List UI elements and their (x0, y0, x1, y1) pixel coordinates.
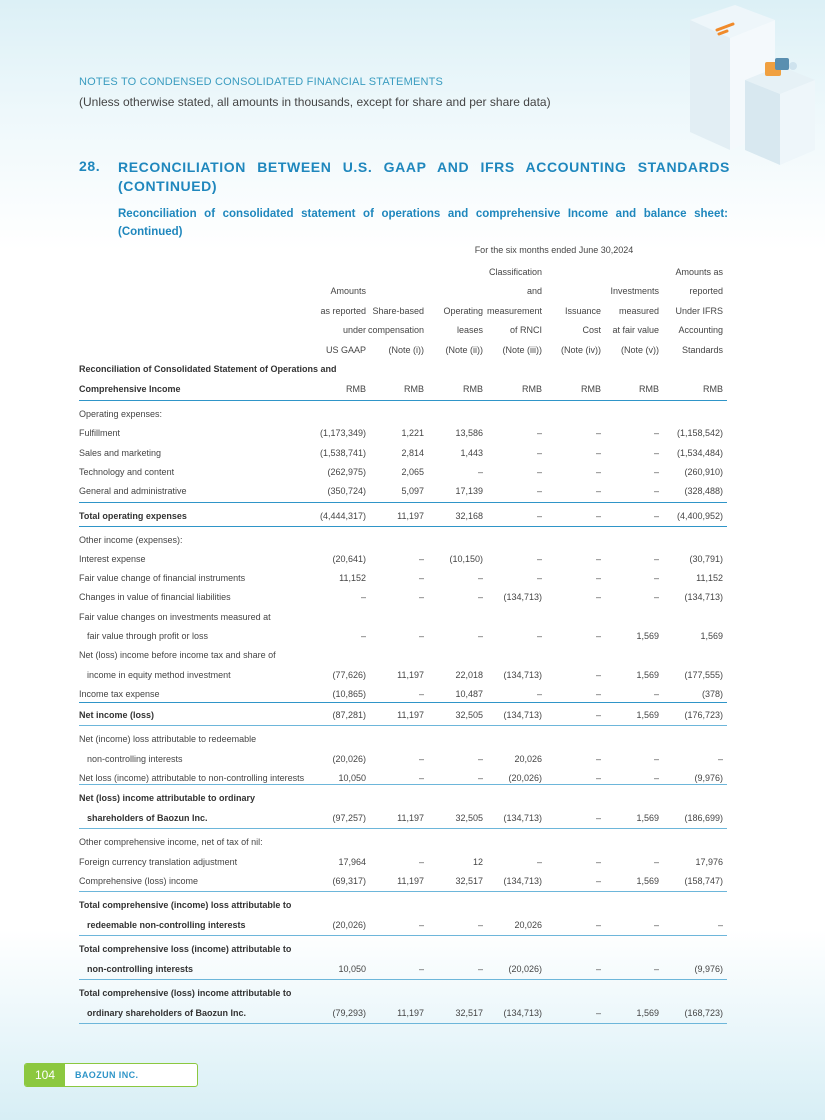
cell-value: – (717, 754, 723, 764)
cell-value: 32,168 (455, 511, 483, 521)
column-header-line: (Note (i)) (388, 344, 424, 355)
table-rule (79, 502, 727, 503)
table-row (79, 730, 727, 749)
row-label: redeemable non-controlling interests (87, 920, 246, 930)
table-row (79, 750, 727, 769)
cell-value: – (595, 631, 601, 641)
cell-value: (328,488) (684, 486, 723, 496)
cell-value: 32,517 (455, 876, 483, 886)
cell-value: 10,487 (455, 689, 483, 699)
column-header-line: measured (618, 305, 659, 316)
company-name: BAOZUN INC. (75, 1070, 139, 1080)
column-header-line: Operating (443, 305, 483, 316)
row-label: Total comprehensive (loss) income attributable to (79, 988, 292, 998)
cell-value: (378) (701, 689, 723, 699)
cell-value: – (477, 754, 483, 764)
column-header-line: as reported (320, 305, 366, 316)
cell-value: (1,538,741) (319, 448, 366, 458)
cell-value: – (477, 964, 483, 974)
cell-value: – (653, 964, 659, 974)
cell-value: 20,026 (514, 754, 542, 764)
section-subtitle: Reconciliation of consolidated statement of operations and comprehensive Income and balance sheet: (Continued) (118, 208, 728, 238)
cell-value: 1,443 (460, 448, 483, 458)
table-row (79, 608, 727, 627)
cell-value: (9,976) (694, 964, 723, 974)
cell-value: 11,152 (339, 573, 366, 583)
stub-heading-text: Comprehensive Income (79, 384, 181, 394)
table-row (79, 960, 727, 979)
section-title: RECONCILIATION BETWEEN U.S. GAAP AND IFRS ACCOUNTING STANDARDS (CONTINUED) (118, 159, 730, 194)
column-header-line: Share-based (372, 305, 424, 316)
row-label: Fair value change of financial instruments (79, 573, 246, 583)
table-row (79, 482, 727, 501)
cell-value: – (595, 511, 601, 521)
notes-header-subtitle: (Unless otherwise stated, all amounts in thousands, except for share and per share data) (79, 95, 551, 109)
table-row (79, 896, 727, 915)
cell-value: – (653, 448, 659, 458)
row-label: non-controlling interests (87, 754, 183, 764)
table-row (79, 569, 727, 588)
column-header-line: leases (456, 325, 483, 335)
table-row (79, 685, 727, 704)
cell-value: – (595, 467, 601, 477)
cell-value: – (595, 754, 601, 764)
row-label: Other comprehensive income, net of tax of nil: (79, 837, 263, 847)
cell-value: – (653, 467, 659, 477)
cell-value: 11,197 (397, 670, 424, 680)
column-currency-label: RMB (404, 384, 424, 394)
table-rule (79, 935, 727, 936)
cell-value: (20,026) (332, 920, 366, 930)
cell-value: (77,626) (332, 670, 366, 680)
stub-heading (79, 360, 727, 379)
column-header-line: of RNCI (509, 325, 542, 335)
column-header-line: Issuance (564, 305, 601, 316)
cell-value: – (536, 857, 542, 867)
table-row (79, 809, 727, 828)
cell-value: (4,400,952) (676, 511, 723, 521)
column-header-line: Under IFRS (675, 305, 723, 316)
table-row (79, 507, 727, 526)
cell-value: (134,713) (684, 592, 723, 602)
cell-value: 5,097 (401, 486, 424, 496)
cell-value: – (595, 554, 601, 564)
cell-value: (10,150) (449, 554, 483, 564)
table-row (79, 463, 727, 482)
row-label: Fair value changes on investments measured at (79, 612, 271, 622)
table-period-heading: For the six months ended June 30,2024 (474, 245, 634, 255)
table-row (79, 550, 727, 569)
cell-value: 1,569 (636, 710, 659, 720)
row-label: Fulfillment (79, 428, 121, 438)
table-row (79, 769, 727, 788)
column-header-line: (Note (ii)) (445, 344, 483, 355)
cell-value: – (653, 554, 659, 564)
cell-value: – (418, 920, 424, 930)
cell-value: – (595, 486, 601, 496)
cell-value: (20,026) (332, 754, 366, 764)
cell-value: (20,026) (508, 964, 542, 974)
cell-value: 13,586 (455, 428, 483, 438)
cell-value: 1,569 (700, 631, 723, 641)
cell-value: (168,723) (684, 1008, 723, 1018)
cell-value: – (536, 448, 542, 458)
cell-value: – (418, 754, 424, 764)
row-label: Operating expenses: (79, 409, 163, 419)
row-label: Net income (loss) (79, 710, 155, 720)
cell-value: 1,569 (636, 670, 659, 680)
cell-value: (134,713) (503, 813, 542, 823)
cell-value: – (595, 710, 601, 720)
cell-value: – (595, 448, 601, 458)
cell-value: 11,197 (397, 1008, 424, 1018)
stub-heading-text: Reconciliation of Consolidated Statement of Operations and (79, 364, 337, 374)
table-row (79, 444, 727, 463)
column-currency-label: RMB (346, 384, 366, 394)
table-row (79, 872, 727, 891)
column-header-line: Amounts as (675, 266, 723, 277)
cell-value: – (418, 689, 424, 699)
cell-value: (30,791) (689, 554, 723, 564)
cell-value: (10,865) (332, 689, 366, 699)
cell-value: – (536, 428, 542, 438)
row-label: Technology and content (79, 467, 175, 477)
decorative-cubes-illustration (675, 0, 825, 170)
table-row (79, 916, 727, 935)
cell-value: – (477, 592, 483, 602)
cell-value: 11,197 (397, 813, 424, 823)
cell-value: 20,026 (514, 920, 542, 930)
cell-value: (1,534,484) (676, 448, 723, 458)
table-row (79, 1004, 727, 1023)
table-row (79, 666, 727, 685)
table-row (79, 646, 727, 665)
column-currency-label: RMB (463, 384, 483, 394)
cell-value: (262,975) (327, 467, 366, 477)
cell-value: 11,197 (397, 710, 424, 720)
cell-value: – (595, 813, 601, 823)
cell-value: (176,723) (684, 710, 723, 720)
cell-value: (20,026) (508, 773, 542, 783)
cell-value: – (477, 467, 483, 477)
column-currency-label: RMB (639, 384, 659, 394)
row-label: Interest expense (79, 554, 146, 564)
cell-value: (9,976) (694, 773, 723, 783)
row-label: Sales and marketing (79, 448, 162, 458)
table-rule (79, 526, 727, 527)
cell-value: (177,555) (684, 670, 723, 680)
cell-value: (69,317) (332, 876, 366, 886)
column-header-line: compensation (367, 325, 424, 335)
cell-value: – (595, 573, 601, 583)
cell-value: 17,139 (455, 486, 483, 496)
cell-value: 10,050 (338, 964, 366, 974)
cell-value: – (653, 754, 659, 764)
row-label: General and administrative (79, 486, 187, 496)
cell-value: – (477, 920, 483, 930)
cell-value: (186,699) (684, 813, 723, 823)
column-header-line: US GAAP (325, 344, 366, 355)
column-header-line: (Note (v)) (621, 344, 659, 355)
cell-value: 2,814 (401, 448, 424, 458)
cell-value: 1,569 (636, 1008, 659, 1018)
column-header (594, 282, 659, 360)
cell-value: (134,713) (503, 670, 542, 680)
cell-value: – (418, 857, 424, 867)
cell-value: – (536, 467, 542, 477)
cell-value: – (653, 486, 659, 496)
cell-value: (4,444,317) (319, 511, 366, 521)
column-header (354, 302, 424, 361)
cell-value: – (653, 511, 659, 521)
notes-header-title: NOTES TO CONDENSED CONSOLIDATED FINANCIAL STATEMENTS (79, 76, 444, 88)
cell-value: – (536, 689, 542, 699)
cell-value: 17,976 (695, 857, 723, 867)
cell-value: – (360, 631, 366, 641)
table-row (79, 424, 727, 443)
cell-value: – (595, 592, 601, 602)
row-label: Comprehensive (loss) income (79, 876, 199, 886)
section-number: 28. (79, 158, 101, 174)
cell-value: 17,964 (338, 857, 366, 867)
cell-value: – (595, 876, 601, 886)
row-label: Net (income) loss attributable to redeemable (79, 734, 257, 744)
cell-value: (350,724) (327, 486, 366, 496)
stub-heading (79, 380, 727, 399)
column-header (472, 263, 542, 361)
row-label: Other income (expenses): (79, 535, 183, 545)
cell-value: – (536, 486, 542, 496)
cell-value: (134,713) (503, 1008, 542, 1018)
cell-value: 32,505 (455, 813, 483, 823)
column-currency-label: RMB (703, 384, 723, 394)
row-label: Total comprehensive (income) loss attributable to (79, 900, 292, 910)
cell-value: – (536, 631, 542, 641)
header-rule (79, 400, 727, 401)
table-row (79, 833, 727, 852)
column-header-line: at fair value (612, 325, 659, 335)
table-row (79, 405, 727, 424)
cell-value: – (717, 920, 723, 930)
cell-value: 32,505 (455, 710, 483, 720)
cell-value: 32,517 (455, 1008, 483, 1018)
cell-value: – (653, 773, 659, 783)
table-row (79, 706, 727, 725)
cell-value: – (653, 573, 659, 583)
column-header-line: (Note (iii)) (502, 344, 542, 355)
table-row (79, 588, 727, 607)
cell-value: – (477, 573, 483, 583)
cell-value: – (418, 554, 424, 564)
cell-value: 11,152 (696, 573, 723, 583)
column-header-line: Investments (610, 286, 659, 296)
page-number: 104 (25, 1064, 65, 1086)
cell-value: – (653, 689, 659, 699)
table-rule (79, 891, 727, 892)
page-footer (24, 1063, 198, 1087)
table-row (79, 984, 727, 1003)
cell-value: – (418, 631, 424, 641)
table-rule (79, 979, 727, 980)
cell-value: – (595, 689, 601, 699)
cell-value: 1,569 (636, 631, 659, 641)
cell-value: 11,197 (397, 511, 424, 521)
column-header-line: Classification (488, 266, 542, 277)
table-rule (79, 828, 727, 829)
column-header-line: and (526, 286, 542, 296)
cell-value: – (418, 964, 424, 974)
column-header (658, 263, 723, 361)
cell-value: – (653, 428, 659, 438)
cell-value: 12 (472, 857, 483, 867)
column-header-line: Cost (582, 325, 601, 335)
cell-value: (134,713) (503, 876, 542, 886)
cell-value: – (477, 773, 483, 783)
table-row (79, 789, 727, 808)
cell-value: – (653, 857, 659, 867)
column-currency-label: RMB (522, 384, 542, 394)
column-header-line: reported (689, 286, 723, 296)
table-row (79, 627, 727, 646)
cell-value: – (418, 592, 424, 602)
cell-value: (1,173,349) (319, 428, 366, 438)
cell-value: (20,641) (332, 554, 366, 564)
cell-value: – (536, 511, 542, 521)
cell-value: – (418, 773, 424, 783)
cell-value: (134,713) (503, 710, 542, 720)
row-label: Net (loss) income before income tax and share of (79, 650, 276, 660)
row-label: fair value through profit or loss (87, 631, 209, 641)
cell-value: – (536, 554, 542, 564)
cell-value: – (595, 428, 601, 438)
row-label: non-controlling interests (87, 964, 194, 974)
cell-value: – (536, 573, 542, 583)
table-row (79, 940, 727, 959)
cell-value: – (360, 592, 366, 602)
cell-value: (97,257) (332, 813, 366, 823)
table-rule (79, 725, 727, 726)
column-currency-label: RMB (581, 384, 601, 394)
row-label: Changes in value of financial liabilities (79, 592, 231, 602)
cell-value: (134,713) (503, 592, 542, 602)
row-label: income in equity method investment (87, 670, 231, 680)
cell-value: 2,065 (401, 467, 424, 477)
cell-value: 11,197 (397, 876, 424, 886)
column-header-line: under (342, 325, 366, 335)
cell-value: (79,293) (332, 1008, 366, 1018)
row-label: ordinary shareholders of Baozun Inc. (87, 1008, 247, 1018)
cell-value: 1,569 (636, 876, 659, 886)
row-label: Total operating expenses (79, 511, 187, 521)
column-header-line: (Note (iv)) (561, 344, 601, 355)
cell-value: (87,281) (332, 710, 366, 720)
row-label: Net loss (income) attributable to non-controlling interests (79, 773, 305, 783)
cell-value: – (653, 592, 659, 602)
table-row (79, 853, 727, 872)
cell-value: (158,747) (684, 876, 723, 886)
cell-value: (260,910) (684, 467, 723, 477)
cell-value: 22,018 (455, 670, 483, 680)
cell-value: – (418, 573, 424, 583)
cell-value: – (477, 631, 483, 641)
cell-value: 10,050 (338, 773, 366, 783)
cell-value: (1,158,542) (676, 428, 723, 438)
column-header-line: Amounts (330, 286, 366, 296)
cell-value: – (595, 920, 601, 930)
row-label: Income tax expense (79, 689, 160, 699)
cell-value: – (595, 964, 601, 974)
table-rule (79, 1023, 727, 1024)
cell-value: 1,221 (401, 428, 424, 438)
row-label: Total comprehensive loss (income) attributable to (79, 944, 292, 954)
cell-value: – (595, 773, 601, 783)
cell-value: – (595, 857, 601, 867)
row-label: shareholders of Baozun Inc. (87, 813, 208, 823)
cell-value: – (595, 1008, 601, 1018)
column-header-line: measurement (486, 305, 542, 316)
cell-value: – (595, 670, 601, 680)
column-header-line: Standards (681, 344, 723, 355)
row-label: Net (loss) income attributable to ordinary (79, 793, 256, 803)
table-row (79, 531, 727, 550)
cell-value: 1,569 (636, 813, 659, 823)
cell-value: – (653, 920, 659, 930)
row-label: Foreign currency translation adjustment (79, 857, 238, 867)
column-header-line: Accounting (678, 325, 723, 335)
